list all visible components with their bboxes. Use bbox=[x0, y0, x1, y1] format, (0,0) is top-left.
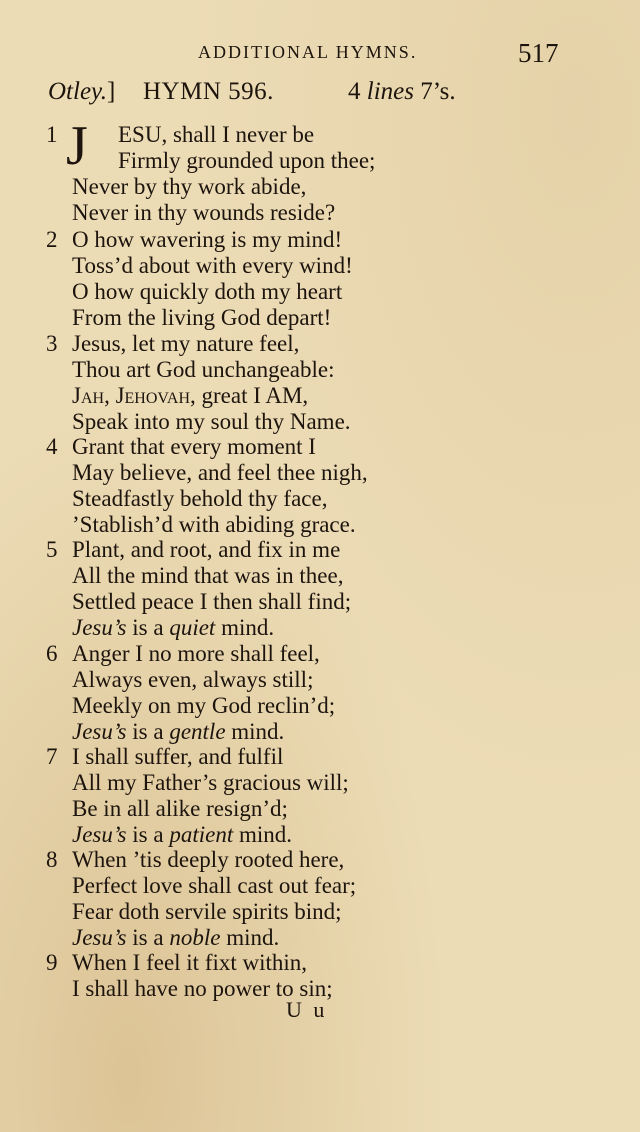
refrain-end: mind. bbox=[225, 719, 285, 744]
hymn-line: Perfect love shall cast out fear; bbox=[72, 873, 357, 898]
hymn-line: When I feel it fixt within, bbox=[72, 950, 308, 975]
refrain-line bbox=[72, 822, 292, 848]
refrain-line bbox=[72, 719, 284, 745]
page-number: 517 bbox=[518, 38, 559, 68]
refrain-end: mind. bbox=[233, 822, 292, 847]
hymn-line: O how quickly doth my heart bbox=[72, 279, 343, 304]
hymn-line: Firmly grounded upon thee; bbox=[118, 148, 376, 173]
meter-word: lines bbox=[366, 78, 414, 105]
tune-bracket: ] bbox=[107, 78, 116, 105]
stanza-number: 7 bbox=[46, 744, 58, 769]
refrain-line bbox=[72, 615, 274, 641]
refrain-adj: noble bbox=[169, 925, 221, 950]
refrain-name: Jesu’s bbox=[72, 925, 127, 950]
stanza-number: 6 bbox=[46, 641, 58, 666]
hymn-line: Jesus, let my nature feel, bbox=[72, 331, 300, 356]
stanza-number: 2 bbox=[46, 227, 58, 252]
hymn-line: All my Father’s gracious will; bbox=[72, 770, 349, 795]
refrain-mid: is a bbox=[126, 822, 170, 847]
hymn-line: O how wavering is my mind! bbox=[72, 227, 343, 252]
meter-count: 4 bbox=[348, 78, 361, 105]
divine-name: Jehovah bbox=[115, 383, 190, 408]
hymn-line: Be in all alike resign’d; bbox=[72, 796, 288, 821]
hymn-line: I shall have no power to sin; bbox=[72, 976, 333, 1001]
stanza-number: 9 bbox=[46, 950, 58, 975]
hymn-line: From the living God depart! bbox=[72, 305, 332, 330]
refrain-end: mind. bbox=[220, 925, 280, 950]
tune-name bbox=[48, 78, 115, 106]
running-head bbox=[0, 38, 640, 68]
stanza-number: 5 bbox=[46, 537, 58, 562]
hymn-line: Settled peace I then shall find; bbox=[72, 589, 352, 614]
refrain-end: mind. bbox=[215, 615, 275, 640]
hymn-line: ’Stablish’d with abiding grace. bbox=[72, 512, 356, 537]
refrain-mid: is a bbox=[126, 925, 170, 950]
refrain-adj: gentle bbox=[169, 719, 226, 744]
divine-name: Jah bbox=[72, 383, 105, 408]
hymn-line: ESU, shall I never be bbox=[118, 122, 315, 147]
refrain-adj: patient bbox=[169, 822, 234, 847]
hymn-line: I shall suffer, and fulfil bbox=[72, 744, 284, 769]
refrain-name: Jesu’s bbox=[72, 822, 127, 847]
running-title: ADDITIONAL HYMNS. bbox=[198, 42, 418, 62]
refrain-adj: quiet bbox=[169, 615, 216, 640]
meter bbox=[348, 78, 456, 106]
hymn-line: Jah, Jehovah, great I AM, bbox=[72, 383, 309, 408]
hymn-line: Steadfastly behold thy face, bbox=[72, 486, 328, 511]
hymn-line: Plant, and root, and fix in me bbox=[72, 537, 341, 562]
hymn-line: Always even, always still; bbox=[72, 667, 314, 692]
signature-mark: U u bbox=[286, 997, 328, 1022]
hymn-line: Never by thy work abide, bbox=[72, 174, 307, 199]
hymn-number: HYMN 596. bbox=[143, 78, 274, 105]
hymn-line: Anger I no more shall feel, bbox=[72, 641, 320, 666]
hymn-line: May believe, and feel thee nigh, bbox=[72, 460, 368, 485]
hymn-header bbox=[48, 78, 628, 112]
hymn-line: Grant that every moment I bbox=[72, 434, 316, 459]
drop-cap: J bbox=[66, 115, 88, 177]
hymn-line: Meekly on my God reclin’d; bbox=[72, 693, 336, 718]
hymn-line: All the mind that was in thee, bbox=[72, 563, 344, 588]
refrain-mid: is a bbox=[126, 615, 170, 640]
hymn-line: When ’tis deeply rooted here, bbox=[72, 847, 345, 872]
hymn-line: Never in thy wounds reside? bbox=[72, 200, 336, 225]
stanza-number: 4 bbox=[46, 434, 58, 459]
refrain-mid: is a bbox=[126, 719, 170, 744]
tune-label: Otley. bbox=[48, 78, 108, 105]
hymn-line: Fear doth servile spirits bind; bbox=[72, 899, 342, 924]
stanza-number: 1 bbox=[46, 122, 58, 147]
refrain-name: Jesu’s bbox=[72, 719, 127, 744]
hymn-line: Speak into my soul thy Name. bbox=[72, 409, 351, 434]
hymn-line: Toss’d about with every wind! bbox=[72, 253, 353, 278]
meter-type: 7’s. bbox=[420, 78, 456, 105]
refrain-name: Jesu’s bbox=[72, 615, 127, 640]
stanza-number: 8 bbox=[46, 847, 58, 872]
hymn-line: Thou art God unchangeable: bbox=[72, 357, 335, 382]
stanza-number: 3 bbox=[46, 331, 58, 356]
refrain-line bbox=[72, 925, 279, 951]
